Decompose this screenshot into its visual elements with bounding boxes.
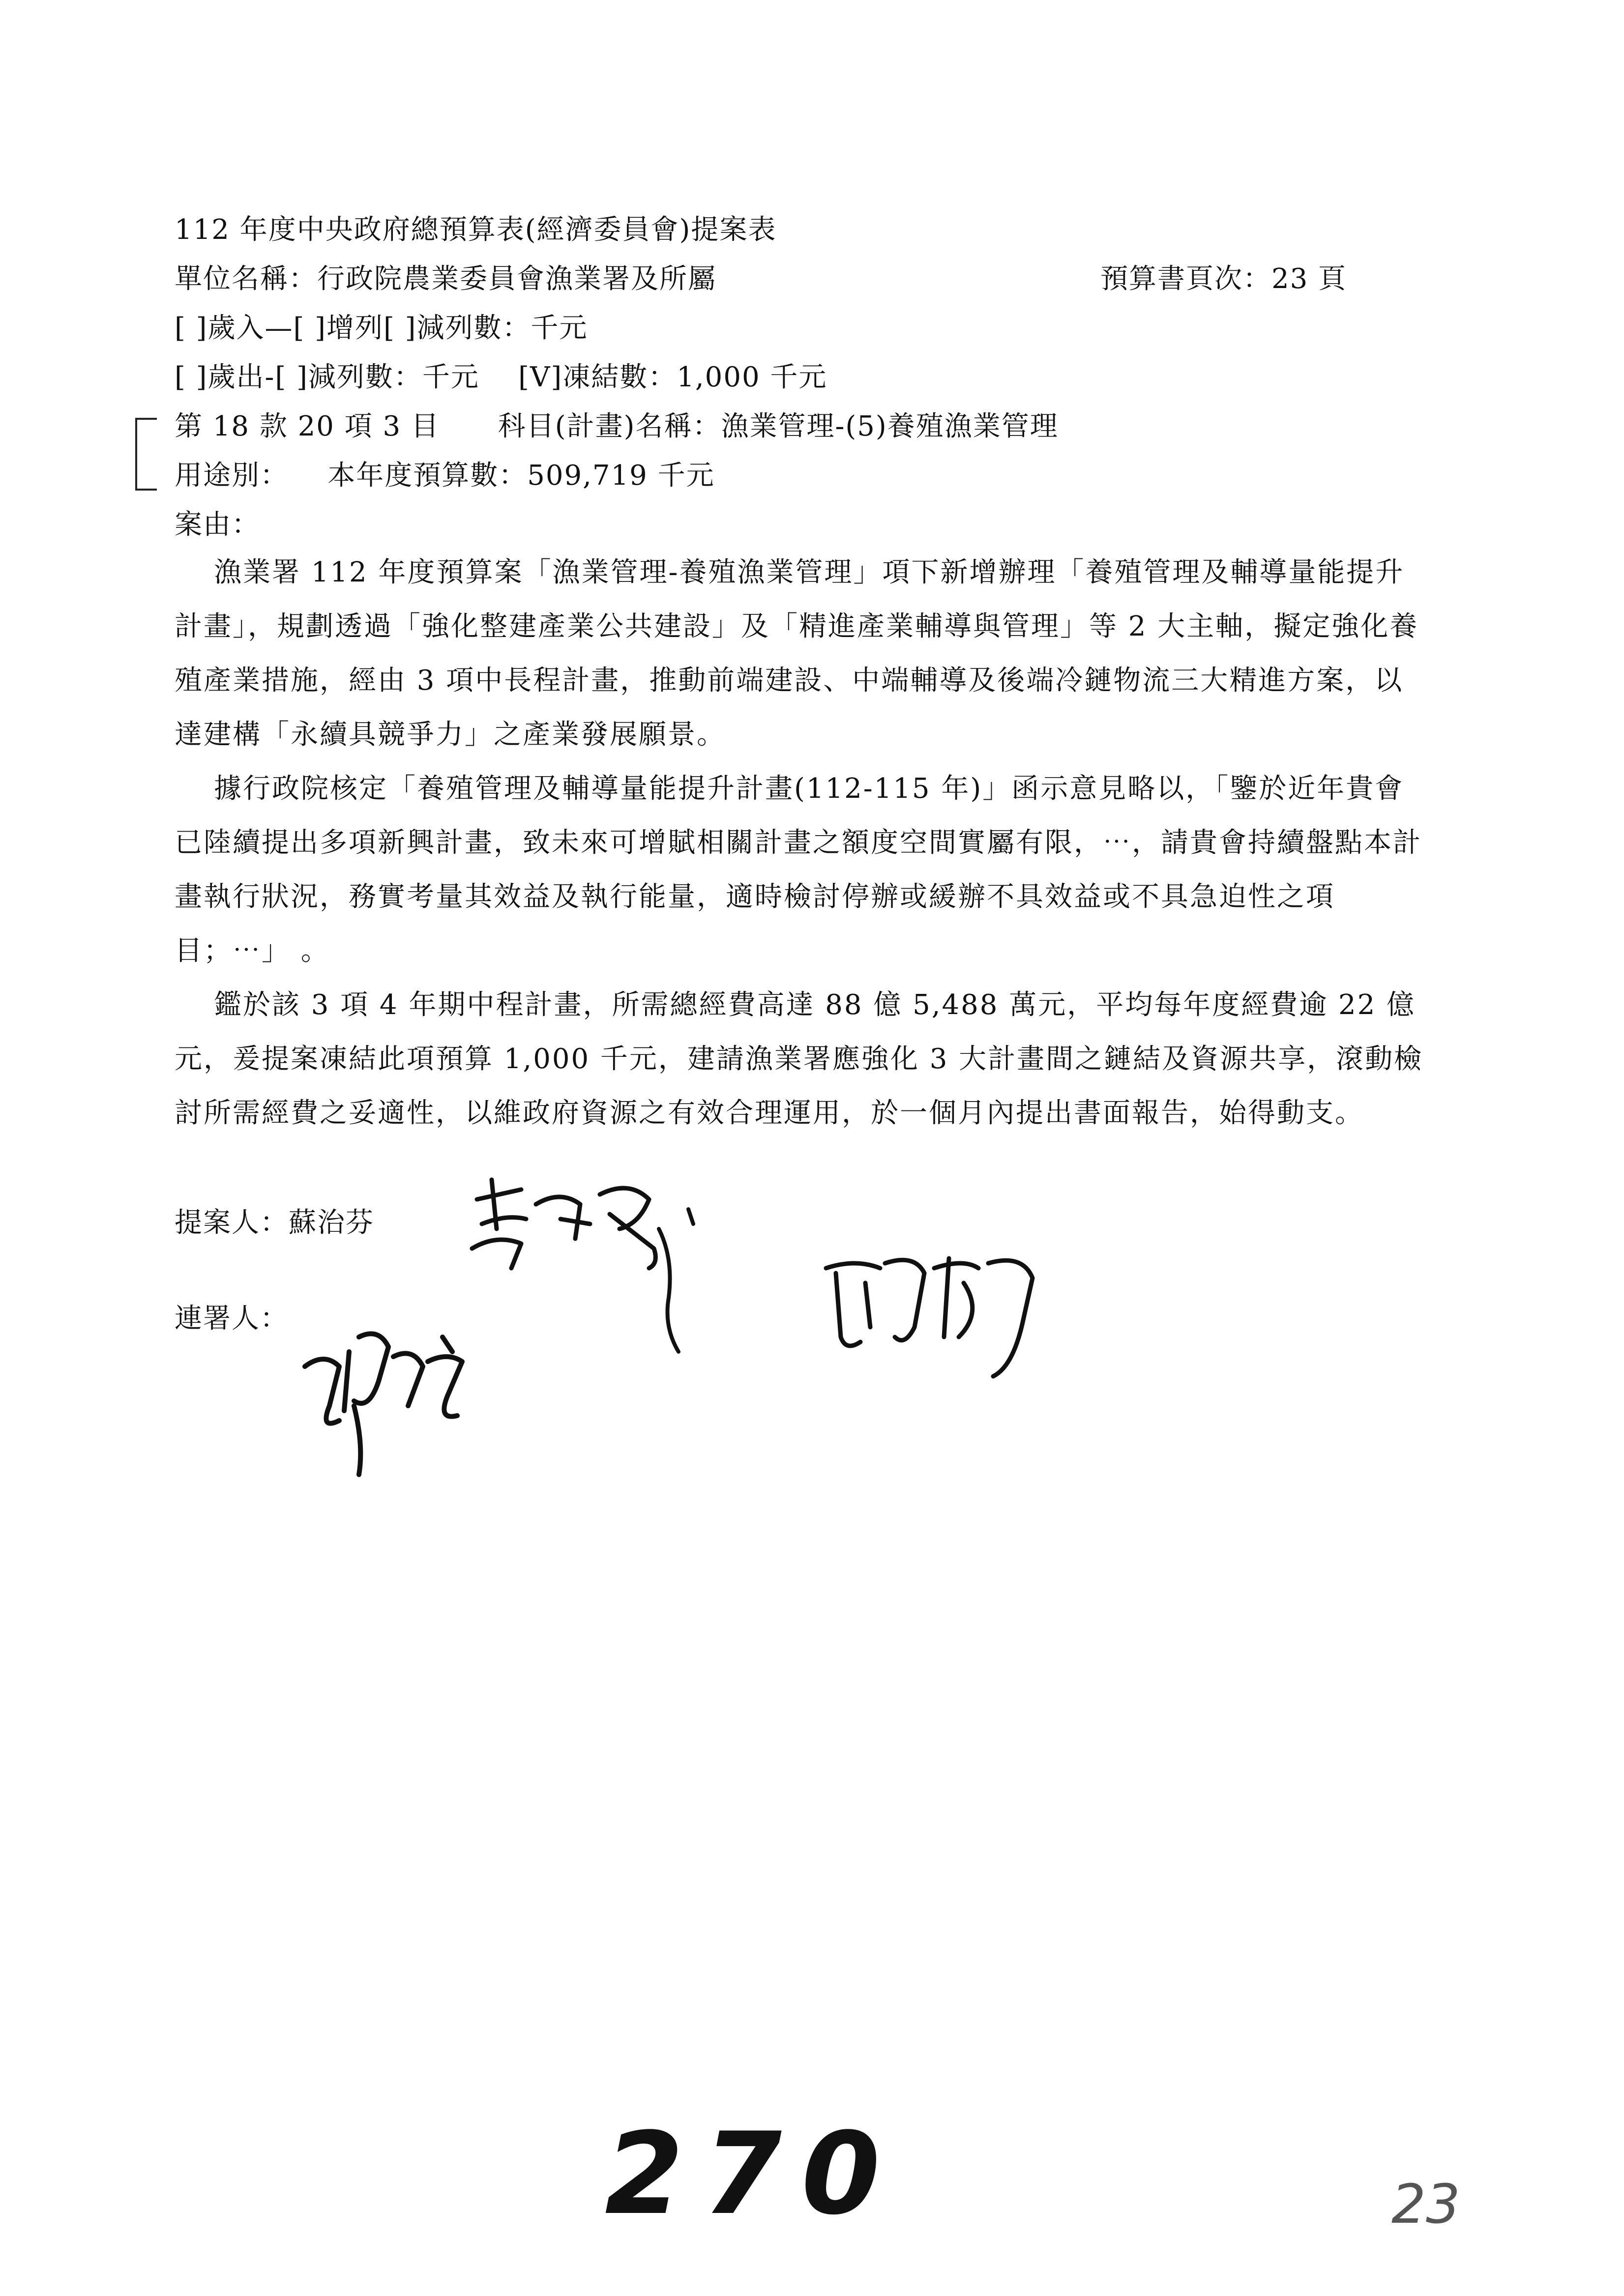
revenue-line: [ ]歲入—[ ]增列[ ]減列數：千元 [175,312,588,344]
item-bracket [135,418,157,491]
handwritten-corner-mark: 23 [1391,2173,1460,2236]
handwritten-page-number: 270 [605,2109,900,2240]
cosigner-signature-1 [816,1239,1052,1386]
reason-paragraph-3: 鑑於該 3 項 4 年期中程計畫，所需總經費高達 88 億 5,488 萬元，平均每年度經費逾 22 億元，爰提案凍結此項預算 1,000 千元，建請漁業署應強化 3 大計畫間之鏈結及資源共享，滾動檢討所需經費之妥適性，以維政府資源之有效合理運用，於一個月內提出書面報告，始得動支。 [175,989,1423,1129]
reason-paragraph-1: 漁業署 112 年度預算案「漁業管理-養殖漁業管理」項下新增辦理「養殖管理及輔導量能提升計畫」，規劃透過「強化整建產業公共建設」及「精進產業輔導與管理」等 2 大主軸，擬定強化養殖產業措施，經由 3 項中長程計畫，推動前端建設、中端輔導及後端冷鏈物流三大精進方案，以達建構「永續具競爭力」之產業發展願景。 [175,556,1419,751]
unit-name: 單位名稱：行政院農業委員會漁業署及所屬 [175,263,716,295]
reason-label: 案由： [175,509,260,541]
proposer-label: 提案人：蘇治芬 [175,1207,374,1239]
usage-line: 用途別： 本年度預算數：509,719 千元 [175,460,715,492]
budget-page-reference: 預算書頁次：23 頁 [1100,263,1347,295]
cosigner-label: 連署人： [175,1303,289,1335]
reason-paragraph-2: 據行政院核定「養殖管理及輔導量能提升計畫(112-115 年)」函示意見略以，「鑒於近年貴會已陸續提出多項新興計畫，致未來可增賦相關計畫之額度空間實屬有限，⋯，請貴會持續盤點本計畫執行狀況，務實考量其效益及執行能量，適時檢討停辦或緩辦不具效益或不具急迫性之項目；⋯」 。 [175,773,1422,967]
cosigner-signature-2 [295,1308,502,1494]
expenditure-line: [ ]歲出-[ ]減列數：千元 [V]凍結數：1,000 千元 [175,361,827,393]
item-line: 第 18 款 20 項 3 目 科目(計畫)名稱：漁業管理-(5)養殖漁業管理 [175,410,1059,442]
form-title: 112 年度中央政府總預算表(經濟委員會)提案表 [175,214,777,246]
